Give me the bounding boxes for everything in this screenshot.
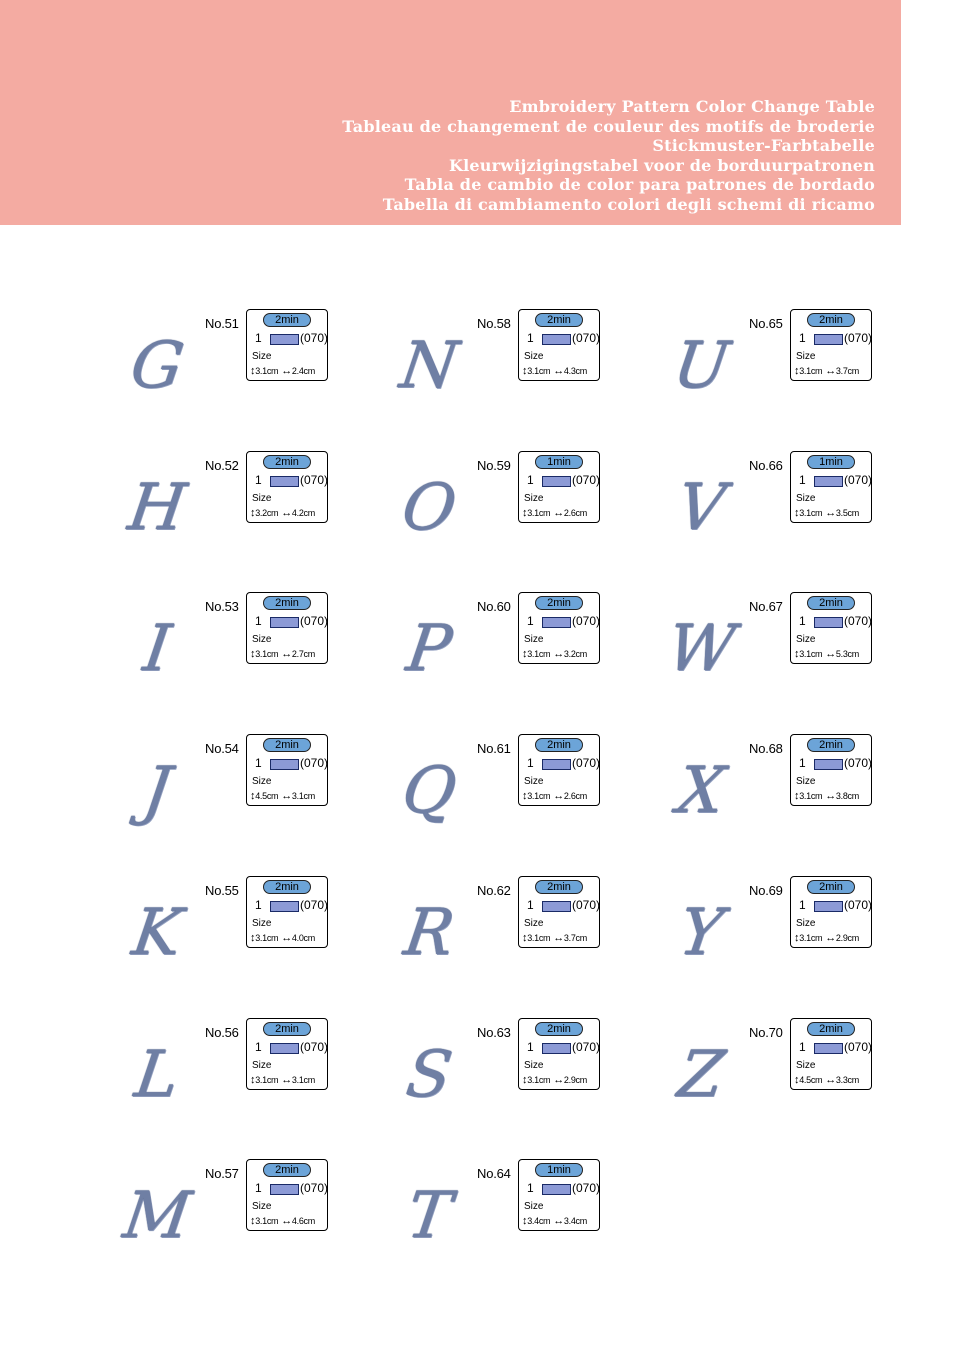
vertical-arrow-icon: ↕ <box>522 648 528 660</box>
size-label: Size <box>524 776 544 787</box>
height-value: 3.1cm <box>799 366 823 376</box>
thread-code: (070) <box>844 898 873 912</box>
sewing-time-badge: 1min <box>535 1163 583 1177</box>
thread-code: (070) <box>300 1181 329 1195</box>
title-it: Tabella di cambiamento colori degli schemi di ricamo <box>382 194 875 214</box>
thread-color-swatch <box>814 617 843 628</box>
size-label: Size <box>252 634 272 645</box>
height-value: 4.5cm <box>799 1075 823 1085</box>
height-value: 3.1cm <box>799 649 823 659</box>
color-order-number: 1 <box>799 756 806 770</box>
color-order-number: 1 <box>799 1040 806 1054</box>
size-dimensions <box>250 648 315 660</box>
pattern-cell <box>107 883 379 1013</box>
height-value: 3.1cm <box>255 1075 279 1085</box>
height-value: 3.1cm <box>527 1075 551 1085</box>
horizontal-arrow-icon: ↔ <box>281 1215 292 1227</box>
pattern-cell <box>107 458 379 588</box>
thread-color-swatch <box>542 617 571 628</box>
size-label: Size <box>524 493 544 504</box>
title-fr: Tableau de changement de couleur des motifs de broderie <box>342 116 875 136</box>
sewing-time-badge: 2min <box>263 1163 311 1177</box>
pattern-number: No.69 <box>749 883 783 898</box>
size-dimensions <box>522 1074 587 1086</box>
pattern-cell <box>651 458 923 588</box>
sewing-time-badge: 2min <box>263 596 311 610</box>
embroidery-letter-image: R <box>399 896 459 970</box>
thread-color-swatch <box>270 1184 299 1195</box>
pattern-cell <box>107 599 379 729</box>
pattern-number: No.67 <box>749 599 783 614</box>
width-value: 3.7cm <box>563 933 587 943</box>
size-dimensions <box>250 365 315 377</box>
size-dimensions <box>250 790 315 802</box>
sewing-time-badge: 1min <box>807 455 855 469</box>
vertical-arrow-icon: ↕ <box>250 365 256 377</box>
horizontal-arrow-icon: ↔ <box>553 507 564 519</box>
thread-color-swatch <box>270 759 299 770</box>
width-value: 2.6cm <box>563 791 587 801</box>
pattern-cell <box>107 741 379 871</box>
size-dimensions <box>250 507 315 519</box>
pattern-info-card <box>246 734 328 806</box>
size-label: Size <box>252 1201 272 1212</box>
thread-code: (070) <box>572 898 601 912</box>
vertical-arrow-icon: ↕ <box>250 790 256 802</box>
horizontal-arrow-icon: ↔ <box>825 790 836 802</box>
pattern-cell <box>379 883 651 1013</box>
vertical-arrow-icon: ↕ <box>794 365 800 377</box>
pattern-info-card <box>518 1018 600 1090</box>
pattern-info-card <box>518 734 600 806</box>
horizontal-arrow-icon: ↔ <box>825 507 836 519</box>
embroidery-letter-image: O <box>397 471 461 545</box>
pattern-cell <box>651 741 923 871</box>
pattern-info-card <box>790 876 872 948</box>
size-dimensions <box>522 932 587 944</box>
header-titles <box>342 97 875 215</box>
embroidery-letter-image: W <box>662 612 740 686</box>
pattern-info-card <box>518 592 600 664</box>
sewing-time-badge: 2min <box>535 1022 583 1036</box>
pattern-info-card <box>790 451 872 523</box>
color-order-number: 1 <box>527 898 534 912</box>
thread-code: (070) <box>300 756 329 770</box>
pattern-cell <box>379 1166 651 1296</box>
sewing-time-badge: 2min <box>535 596 583 610</box>
thread-code: (070) <box>300 898 329 912</box>
vertical-arrow-icon: ↕ <box>522 1074 528 1086</box>
embroidery-letter-image: J <box>138 754 176 828</box>
size-dimensions <box>522 507 587 519</box>
horizontal-arrow-icon: ↔ <box>825 648 836 660</box>
height-value: 3.1cm <box>799 933 823 943</box>
thread-color-swatch <box>270 334 299 345</box>
pattern-cell <box>379 458 651 588</box>
thread-code: (070) <box>844 1040 873 1054</box>
size-label: Size <box>524 1201 544 1212</box>
sewing-time-badge: 2min <box>263 738 311 752</box>
width-value: 3.1cm <box>291 1075 315 1085</box>
size-dimensions <box>250 1215 315 1227</box>
embroidery-letter-image: X <box>673 754 729 828</box>
pattern-cell <box>379 741 651 871</box>
size-label: Size <box>252 776 272 787</box>
size-label: Size <box>252 1060 272 1071</box>
title-es: Tabla de cambio de color para patrones de bordado <box>404 175 875 195</box>
width-value: 4.6cm <box>291 1216 315 1226</box>
horizontal-arrow-icon: ↔ <box>281 365 292 377</box>
vertical-arrow-icon: ↕ <box>250 507 256 519</box>
pattern-info-card <box>518 876 600 948</box>
thread-code: (070) <box>300 614 329 628</box>
width-value: 3.1cm <box>291 791 315 801</box>
color-order-number: 1 <box>527 1040 534 1054</box>
vertical-arrow-icon: ↕ <box>250 932 256 944</box>
pattern-number: No.65 <box>749 316 783 331</box>
sewing-time-badge: 2min <box>535 738 583 752</box>
height-value: 3.1cm <box>799 791 823 801</box>
width-value: 2.4cm <box>291 366 315 376</box>
pattern-info-card <box>246 876 328 948</box>
pattern-number: No.70 <box>749 1025 783 1040</box>
vertical-arrow-icon: ↕ <box>794 507 800 519</box>
width-value: 2.9cm <box>563 1075 587 1085</box>
horizontal-arrow-icon: ↔ <box>281 507 292 519</box>
thread-code: (070) <box>844 331 873 345</box>
title-nl: Kleurwijzigingstabel voor de borduurpatronen <box>449 155 875 175</box>
vertical-arrow-icon: ↕ <box>794 932 800 944</box>
sewing-time-badge: 2min <box>807 1022 855 1036</box>
thread-color-swatch <box>814 476 843 487</box>
vertical-arrow-icon: ↕ <box>522 1215 528 1227</box>
pattern-number: No.62 <box>477 883 511 898</box>
pattern-cell <box>379 599 651 729</box>
pattern-number: No.68 <box>749 741 783 756</box>
pattern-number: No.59 <box>477 458 511 473</box>
size-dimensions <box>250 932 315 944</box>
horizontal-arrow-icon: ↔ <box>553 1215 564 1227</box>
pattern-number: No.51 <box>205 316 239 331</box>
size-label: Size <box>796 1060 816 1071</box>
thread-code: (070) <box>572 756 601 770</box>
height-value: 3.1cm <box>799 508 823 518</box>
height-value: 3.1cm <box>527 366 551 376</box>
thread-code: (070) <box>572 1181 601 1195</box>
pattern-number: No.61 <box>477 741 511 756</box>
vertical-arrow-icon: ↕ <box>522 790 528 802</box>
pattern-number: No.64 <box>477 1166 511 1181</box>
pattern-number: No.53 <box>205 599 239 614</box>
thread-color-swatch <box>814 334 843 345</box>
sewing-time-badge: 1min <box>535 455 583 469</box>
size-dimensions <box>522 1215 587 1227</box>
pattern-cell <box>379 316 651 446</box>
thread-code: (070) <box>300 473 329 487</box>
embroidery-letter-image: H <box>123 471 191 545</box>
color-order-number: 1 <box>255 1040 262 1054</box>
size-label: Size <box>796 493 816 504</box>
pattern-number: No.58 <box>477 316 511 331</box>
pattern-number: No.56 <box>205 1025 239 1040</box>
size-dimensions <box>250 1074 315 1086</box>
sewing-time-badge: 2min <box>807 738 855 752</box>
size-dimensions <box>794 932 859 944</box>
thread-code: (070) <box>844 614 873 628</box>
thread-code: (070) <box>844 756 873 770</box>
thread-code: (070) <box>572 331 601 345</box>
vertical-arrow-icon: ↕ <box>250 1074 256 1086</box>
embroidery-letter-image: V <box>672 471 730 545</box>
height-value: 3.1cm <box>255 649 279 659</box>
color-order-number: 1 <box>799 898 806 912</box>
thread-color-swatch <box>542 1043 571 1054</box>
horizontal-arrow-icon: ↔ <box>553 365 564 377</box>
pattern-number: No.57 <box>205 1166 239 1181</box>
embroidery-letter-image: G <box>126 329 188 403</box>
height-value: 3.1cm <box>527 791 551 801</box>
sewing-time-badge: 2min <box>807 313 855 327</box>
horizontal-arrow-icon: ↔ <box>553 1074 564 1086</box>
size-label: Size <box>252 493 272 504</box>
width-value: 3.7cm <box>835 366 859 376</box>
thread-color-swatch <box>542 334 571 345</box>
vertical-arrow-icon: ↕ <box>794 1074 800 1086</box>
horizontal-arrow-icon: ↔ <box>281 932 292 944</box>
vertical-arrow-icon: ↕ <box>250 648 256 660</box>
color-order-number: 1 <box>255 614 262 628</box>
thread-code: (070) <box>844 473 873 487</box>
horizontal-arrow-icon: ↔ <box>281 1074 292 1086</box>
size-label: Size <box>796 351 816 362</box>
width-value: 2.6cm <box>563 508 587 518</box>
thread-code: (070) <box>300 1040 329 1054</box>
pattern-info-card <box>790 592 872 664</box>
thread-code: (070) <box>300 331 329 345</box>
thread-color-swatch <box>542 1184 571 1195</box>
pattern-cell <box>651 316 923 446</box>
embroidery-letter-image: T <box>402 1179 456 1253</box>
pattern-number: No.63 <box>477 1025 511 1040</box>
title-en: Embroidery Pattern Color Change Table <box>509 97 875 116</box>
width-value: 4.0cm <box>291 933 315 943</box>
thread-code: (070) <box>572 1040 601 1054</box>
width-value: 4.3cm <box>563 366 587 376</box>
size-dimensions <box>794 365 859 377</box>
sewing-time-badge: 2min <box>807 880 855 894</box>
pattern-cell <box>651 883 923 1013</box>
size-dimensions <box>794 1074 859 1086</box>
color-order-number: 1 <box>527 756 534 770</box>
thread-color-swatch <box>270 901 299 912</box>
color-order-number: 1 <box>527 331 534 345</box>
width-value: 3.3cm <box>835 1075 859 1085</box>
horizontal-arrow-icon: ↔ <box>281 790 292 802</box>
embroidery-letter-image: U <box>668 329 734 403</box>
thread-code: (070) <box>572 614 601 628</box>
size-label: Size <box>796 634 816 645</box>
size-label: Size <box>796 776 816 787</box>
sewing-time-badge: 2min <box>535 313 583 327</box>
color-order-number: 1 <box>255 331 262 345</box>
pattern-cell <box>107 316 379 446</box>
horizontal-arrow-icon: ↔ <box>553 648 564 660</box>
width-value: 2.7cm <box>291 649 315 659</box>
color-order-number: 1 <box>527 614 534 628</box>
size-dimensions <box>522 648 587 660</box>
horizontal-arrow-icon: ↔ <box>825 932 836 944</box>
vertical-arrow-icon: ↕ <box>522 365 528 377</box>
horizontal-arrow-icon: ↔ <box>281 648 292 660</box>
pattern-info-card <box>246 451 328 523</box>
width-value: 3.2cm <box>563 649 587 659</box>
height-value: 3.1cm <box>255 1216 279 1226</box>
size-label: Size <box>252 351 272 362</box>
color-order-number: 1 <box>255 1181 262 1195</box>
thread-color-swatch <box>814 759 843 770</box>
pattern-info-card <box>790 309 872 381</box>
pattern-info-card <box>790 734 872 806</box>
width-value: 4.2cm <box>291 508 315 518</box>
size-label: Size <box>524 351 544 362</box>
pattern-info-card <box>518 451 600 523</box>
pattern-info-card <box>518 1159 600 1231</box>
sewing-time-badge: 2min <box>263 455 311 469</box>
sewing-time-badge: 2min <box>535 880 583 894</box>
pattern-number: No.52 <box>205 458 239 473</box>
embroidery-letter-image: Q <box>397 754 461 828</box>
thread-color-swatch <box>814 1043 843 1054</box>
sewing-time-badge: 2min <box>263 880 311 894</box>
height-value: 3.1cm <box>255 933 279 943</box>
height-value: 4.5cm <box>255 791 279 801</box>
horizontal-arrow-icon: ↔ <box>553 932 564 944</box>
height-value: 3.1cm <box>527 508 551 518</box>
pattern-cell <box>379 1025 651 1155</box>
size-label: Size <box>524 1060 544 1071</box>
thread-color-swatch <box>542 901 571 912</box>
width-value: 3.5cm <box>835 508 859 518</box>
thread-color-swatch <box>814 901 843 912</box>
pattern-cell <box>107 1025 379 1155</box>
pattern-info-card <box>246 309 328 381</box>
embroidery-letter-image: Z <box>673 1038 729 1112</box>
height-value: 3.4cm <box>527 1216 551 1226</box>
width-value: 3.8cm <box>835 791 859 801</box>
size-label: Size <box>796 918 816 929</box>
color-order-number: 1 <box>527 1181 534 1195</box>
pattern-number: No.55 <box>205 883 239 898</box>
width-value: 3.4cm <box>563 1216 587 1226</box>
color-order-number: 1 <box>799 473 806 487</box>
thread-color-swatch <box>270 1043 299 1054</box>
embroidery-letter-image: N <box>395 329 463 403</box>
pattern-info-card <box>518 309 600 381</box>
vertical-arrow-icon: ↕ <box>794 648 800 660</box>
sewing-time-badge: 2min <box>807 596 855 610</box>
pattern-cell <box>107 1166 379 1296</box>
pattern-number: No.60 <box>477 599 511 614</box>
embroidery-letter-image: I <box>139 612 175 686</box>
width-value: 5.3cm <box>835 649 859 659</box>
thread-color-swatch <box>270 617 299 628</box>
height-value: 3.1cm <box>527 649 551 659</box>
thread-color-swatch <box>542 476 571 487</box>
pattern-cell <box>651 1025 923 1155</box>
pattern-number: No.66 <box>749 458 783 473</box>
horizontal-arrow-icon: ↔ <box>825 1074 836 1086</box>
pattern-info-card <box>790 1018 872 1090</box>
size-dimensions <box>794 648 859 660</box>
color-order-number: 1 <box>255 473 262 487</box>
thread-color-swatch <box>542 759 571 770</box>
embroidery-letter-image: Y <box>674 896 728 970</box>
sewing-time-badge: 2min <box>263 313 311 327</box>
title-de: Stickmuster-Farbtabelle <box>652 136 875 156</box>
embroidery-letter-image: P <box>402 612 456 686</box>
sewing-time-badge: 2min <box>263 1022 311 1036</box>
header-banner <box>0 0 901 225</box>
vertical-arrow-icon: ↕ <box>250 1215 256 1227</box>
vertical-arrow-icon: ↕ <box>522 507 528 519</box>
size-dimensions <box>794 790 859 802</box>
thread-color-swatch <box>270 476 299 487</box>
size-label: Size <box>524 918 544 929</box>
embroidery-letter-image: K <box>127 896 187 970</box>
size-dimensions <box>522 365 587 377</box>
embroidery-letter-image: M <box>119 1179 195 1253</box>
color-order-number: 1 <box>799 331 806 345</box>
vertical-arrow-icon: ↕ <box>794 790 800 802</box>
pattern-info-card <box>246 1018 328 1090</box>
width-value: 2.9cm <box>835 933 859 943</box>
color-order-number: 1 <box>527 473 534 487</box>
height-value: 3.2cm <box>255 508 279 518</box>
embroidery-letter-image: S <box>401 1038 457 1112</box>
size-dimensions <box>522 790 587 802</box>
vertical-arrow-icon: ↕ <box>522 932 528 944</box>
pattern-number: No.54 <box>205 741 239 756</box>
horizontal-arrow-icon: ↔ <box>553 790 564 802</box>
pattern-cell <box>651 599 923 729</box>
color-order-number: 1 <box>255 898 262 912</box>
thread-code: (070) <box>572 473 601 487</box>
size-dimensions <box>794 507 859 519</box>
horizontal-arrow-icon: ↔ <box>825 365 836 377</box>
size-label: Size <box>524 634 544 645</box>
color-order-number: 1 <box>255 756 262 770</box>
pattern-info-card <box>246 592 328 664</box>
size-label: Size <box>252 918 272 929</box>
embroidery-letter-image: L <box>130 1038 184 1112</box>
height-value: 3.1cm <box>255 366 279 376</box>
height-value: 3.1cm <box>527 933 551 943</box>
pattern-info-card <box>246 1159 328 1231</box>
color-order-number: 1 <box>799 614 806 628</box>
